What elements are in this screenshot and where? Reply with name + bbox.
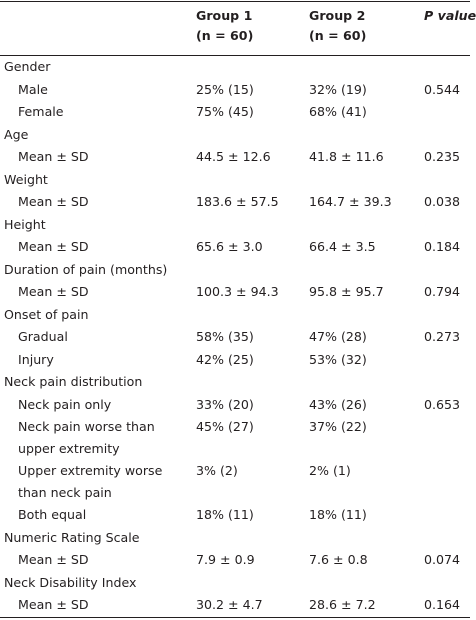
table-row [0, 394, 470, 417]
row-sublabel: Upper extremity worse than neck pain [18, 463, 163, 500]
header-group2 [309, 8, 366, 43]
group2-value: 37% (22) [309, 419, 367, 434]
group1-value: 3% (2) [196, 463, 238, 478]
row-sublabel: Injury [18, 351, 54, 367]
header-group2-title: Group 2 [309, 8, 366, 23]
table-row [0, 214, 470, 237]
group2-value: 95.8 ± 95.7 [309, 284, 384, 299]
p-value: 0.235 [424, 149, 461, 164]
group2-value: 41.8 ± 11.6 [309, 149, 384, 164]
group2-value: 28.6 ± 7.2 [309, 597, 376, 612]
table-row [0, 572, 470, 595]
row-section-label: Height [4, 216, 46, 232]
group1-value: 7.9 ± 0.9 [196, 552, 255, 567]
row-sublabel: Mean ± SD [18, 194, 89, 209]
group1-value: 42% (25) [196, 351, 254, 367]
table-row [0, 594, 470, 617]
row-sublabel: Both equal [18, 507, 87, 522]
row-section-label: Age [4, 126, 29, 142]
table-row [0, 326, 470, 349]
row-sublabel: Male [18, 81, 48, 97]
header-group1-title: Group 1 [196, 8, 253, 23]
table-row [0, 124, 470, 147]
group1-value: 183.6 ± 57.5 [196, 194, 279, 209]
row-section-label: Weight [4, 171, 48, 187]
group1-value: 18% (11) [196, 507, 254, 522]
group2-value: 66.4 ± 3.5 [309, 239, 376, 254]
table-row [0, 146, 470, 169]
row-section-label: Onset of pain [4, 306, 89, 322]
group2-value: 47% (28) [309, 329, 367, 344]
table-row [0, 101, 470, 124]
row-section-label: Numeric Rating Scale [4, 529, 140, 545]
group2-value: 68% (41) [309, 104, 367, 119]
table-row [0, 504, 470, 527]
group1-value: 25% (15) [196, 81, 254, 97]
table-row [0, 191, 470, 214]
row-sublabel: Mean ± SD [18, 149, 89, 164]
row-sublabel: Mean ± SD [18, 284, 89, 299]
group2-value: 164.7 ± 39.3 [309, 194, 392, 209]
p-value: 0.794 [424, 284, 461, 299]
p-value: 0.544 [424, 81, 461, 97]
group1-value: 45% (27) [196, 419, 254, 434]
p-value: 0.653 [424, 396, 461, 412]
table-top-rule [0, 1, 470, 2]
group1-value: 30.2 ± 4.7 [196, 597, 263, 612]
table-row [0, 371, 470, 394]
header-pvalue: P value [424, 8, 476, 23]
group2-value: 18% (11) [309, 507, 367, 522]
row-section-label: Neck Disability Index [4, 574, 137, 590]
row-section-label: Neck pain distribution [4, 374, 143, 389]
row-sublabel: Female [18, 104, 64, 119]
table-row [0, 79, 470, 102]
table-row [0, 416, 470, 460]
table-row [0, 56, 470, 79]
row-sublabel: Neck pain only [18, 396, 112, 412]
row-sublabel: Mean ± SD [18, 239, 89, 254]
group2-value: 43% (26) [309, 396, 367, 412]
row-sublabel: Mean ± SD [18, 597, 89, 612]
group2-value: 32% (19) [309, 81, 367, 97]
header-group2-n: (n = 60) [309, 28, 367, 43]
table-bottom-rule [0, 617, 470, 618]
row-section-label: Gender [4, 59, 51, 74]
table-row [0, 236, 470, 259]
table-row [0, 549, 470, 572]
p-value: 0.164 [424, 597, 461, 612]
header-group1 [196, 8, 253, 43]
p-value: 0.273 [424, 329, 461, 344]
group2-value: 2% (1) [309, 463, 351, 478]
row-sublabel: Gradual [18, 329, 68, 344]
table-row [0, 259, 470, 282]
row-sublabel: Mean ± SD [18, 552, 89, 567]
p-value: 0.038 [424, 194, 461, 209]
group1-value: 58% (35) [196, 329, 254, 344]
group1-value: 65.6 ± 3.0 [196, 239, 263, 254]
group1-value: 75% (45) [196, 104, 254, 119]
table-row [0, 349, 470, 372]
row-sublabel: Neck pain worse than upper extremity [18, 419, 155, 456]
table-row [0, 460, 470, 504]
group1-value: 33% (20) [196, 396, 254, 412]
group2-value: 7.6 ± 0.8 [309, 552, 368, 567]
row-section-label: Duration of pain (months) [4, 261, 168, 277]
group1-value: 44.5 ± 12.6 [196, 149, 271, 164]
group1-value: 100.3 ± 94.3 [196, 284, 279, 299]
table-row [0, 304, 470, 327]
p-value: 0.184 [424, 239, 461, 254]
table-row [0, 169, 470, 192]
p-value: 0.074 [424, 552, 461, 567]
table-row [0, 527, 470, 550]
header-group1-n: (n = 60) [196, 28, 254, 43]
table-row [0, 281, 470, 304]
group2-value: 53% (32) [309, 351, 367, 367]
